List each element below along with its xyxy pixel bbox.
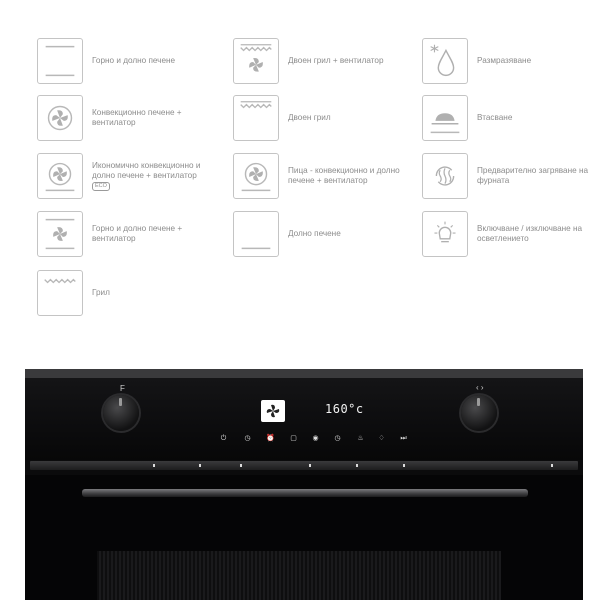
function-display-icon (261, 400, 285, 422)
function-label: Грил (92, 288, 110, 298)
function-knob-label: F (120, 384, 125, 393)
function-top-bottom-fan (37, 211, 224, 257)
preheat-icon (422, 153, 468, 199)
oven-window (97, 551, 501, 600)
top-bottom-fan-icon (37, 211, 83, 257)
function-eco-convection (37, 153, 224, 199)
skip-icon[interactable]: ⏭ (400, 435, 407, 442)
control-panel (25, 378, 583, 460)
function-label: Конвекционно печене + вентилатор (92, 108, 182, 127)
function-label: Включване / изключване на осветлението (477, 224, 583, 243)
function-light (422, 211, 600, 257)
function-label-group (92, 161, 224, 191)
light-bulb-icon (422, 211, 468, 257)
vent-mark (551, 464, 553, 467)
timer-icon[interactable]: ▢ (290, 435, 297, 442)
bottom-heating-icon (233, 211, 279, 257)
function-double-grill-fan (233, 38, 420, 84)
function-defrost (422, 38, 600, 84)
door-handle[interactable] (82, 489, 528, 497)
oven-top-trim (25, 369, 583, 378)
built-in-oven (25, 369, 583, 600)
meat-probe-icon[interactable]: ♨ (357, 435, 364, 442)
function-label: Горно и долно печене (92, 56, 176, 66)
function-label: Горно и долно печене + вентилатор (92, 224, 183, 243)
function-label: Долно печене (288, 229, 341, 239)
proofing-icon (422, 95, 468, 141)
function-preheat (422, 153, 600, 199)
double-grill-fan-icon (233, 38, 279, 84)
select-icon[interactable]: ◉ (312, 435, 319, 442)
defrost-icon (422, 38, 468, 84)
temperature-knob[interactable] (461, 395, 497, 431)
function-convection-fan (37, 95, 224, 141)
function-label: Икономично конвекционно и долно печене + вентилатор (92, 160, 201, 180)
eco-badge: ECO (92, 182, 110, 191)
clock-icon[interactable]: ◷ (244, 435, 251, 442)
vent-mark (356, 464, 358, 467)
function-label: Двоен грил + вентилатор (288, 56, 384, 66)
function-label: Втасване (477, 113, 513, 123)
function-knob[interactable] (103, 395, 139, 431)
function-double-grill (233, 95, 420, 141)
function-top-bottom-heating (37, 38, 224, 84)
clock-icon[interactable]: ◷ (334, 435, 341, 442)
function-label: Двоен грил (288, 113, 331, 123)
vent-mark (240, 464, 242, 467)
function-label: Пица - конвекционно и долно печене + вентилатор (288, 166, 400, 185)
function-label: Размразяване (477, 56, 532, 66)
pizza-icon (233, 153, 279, 199)
top-bottom-heating-icon (37, 38, 83, 84)
function-bottom-heating (233, 211, 420, 257)
temperature-knob-label: ‹ › (476, 383, 484, 392)
function-pizza (233, 153, 420, 199)
convection-fan-icon (37, 95, 83, 141)
vent-mark (309, 464, 311, 467)
temperature-display: 160°c (325, 402, 364, 416)
function-label: Предварително загряване на фурната (477, 166, 589, 185)
vent-mark (153, 464, 155, 467)
vent-mark (403, 464, 405, 467)
drop-icon[interactable]: ♢ (378, 435, 385, 442)
power-icon[interactable]: ⏻ (220, 435, 227, 442)
double-grill-icon (233, 95, 279, 141)
grill-icon (37, 270, 83, 316)
alarm-icon[interactable]: ⏰ (266, 435, 275, 442)
vent-mark (199, 464, 201, 467)
vent-strip (30, 461, 578, 470)
eco-convection-icon (37, 153, 83, 199)
function-grill (37, 270, 224, 316)
function-proofing (422, 95, 600, 141)
